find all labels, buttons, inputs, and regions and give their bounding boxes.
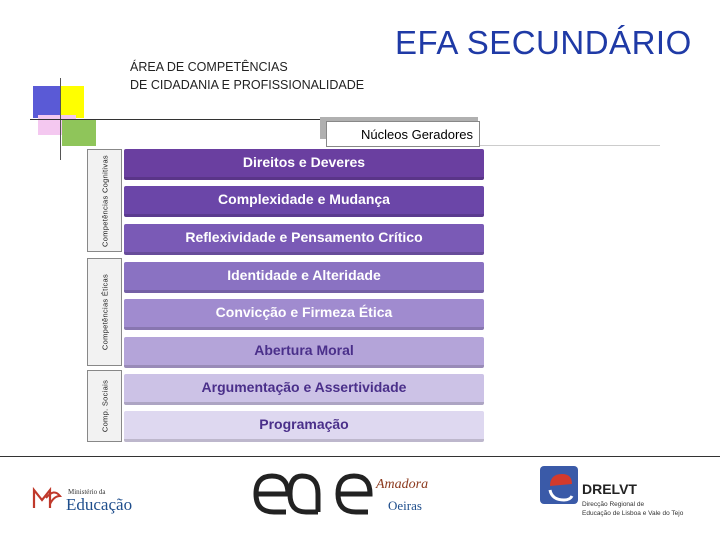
nucleo-bar [124,262,484,293]
svg-text:Educação de Lisboa e Vale do T: Educação de Lisboa e Vale do Tejo [582,510,684,517]
nucleo-label: Identidade e Alteridade [227,267,381,283]
decor-horizontal-line [30,119,320,120]
nucleo-label: Abertura Moral [254,342,354,358]
subtitle-line-1: ÁREA DE COMPETÊNCIAS [130,60,288,74]
svg-text:Ministério da: Ministério da [68,488,106,496]
nucleos-divider [480,145,660,146]
nucleo-bar [124,224,484,255]
svg-text:Oeiras: Oeiras [388,498,422,513]
side-label-ethical [87,258,122,366]
ministerio-educacao-logo [28,478,148,518]
subtitle-line-2: DE CIDADANIA E PROFISSIONALIDADE [130,78,365,92]
nucleo-bar [124,299,484,330]
nucleo-bar [124,374,484,405]
nucleo-bar [124,337,484,368]
nucleo-label: Direitos e Deveres [242,154,366,170]
nucleo-label: Complexidade e Mudança [218,191,390,207]
nucleo-label: Programação [259,416,349,432]
ministerio-logo-svg [28,478,148,518]
svg-text:DRELVT: DRELVT [582,481,637,497]
side-label-ethical-text: Competências Éticas [100,273,109,351]
drelvt-logo [538,464,703,520]
nucleo-label: Argumentação e Assertividade [201,379,407,395]
svg-text:Direcção Regional de: Direcção Regional de [582,501,645,508]
nucleo-bar [124,149,484,180]
svg-text:Educação: Educação [66,495,133,514]
eae-logo-svg [248,468,443,518]
nucleos-geradores-label: Núcleos Geradores [326,121,480,147]
side-label-cognitive [87,149,122,252]
eae-amadora-oeiras-logo [248,468,443,518]
decor-square-green [62,120,96,146]
side-label-cognitive-text: Competências Cognitivas [100,154,109,247]
drelvt-logo-svg [538,464,703,520]
nucleo-label: Reflexividade e Pensamento Crítico [185,229,423,245]
svg-text:Amadora: Amadora [376,477,429,492]
page-title: EFA SECUNDÁRIO [395,24,692,61]
decor-square-yellow [60,86,84,118]
nucleo-bar [124,186,484,217]
side-label-social-text: Comp. Sociais [100,379,109,433]
footer-divider [0,456,720,457]
nucleo-bar [124,411,484,442]
side-label-social [87,370,122,442]
nucleo-label: Convicção e Firmeza Ética [215,304,393,320]
page-subtitle [130,58,364,94]
